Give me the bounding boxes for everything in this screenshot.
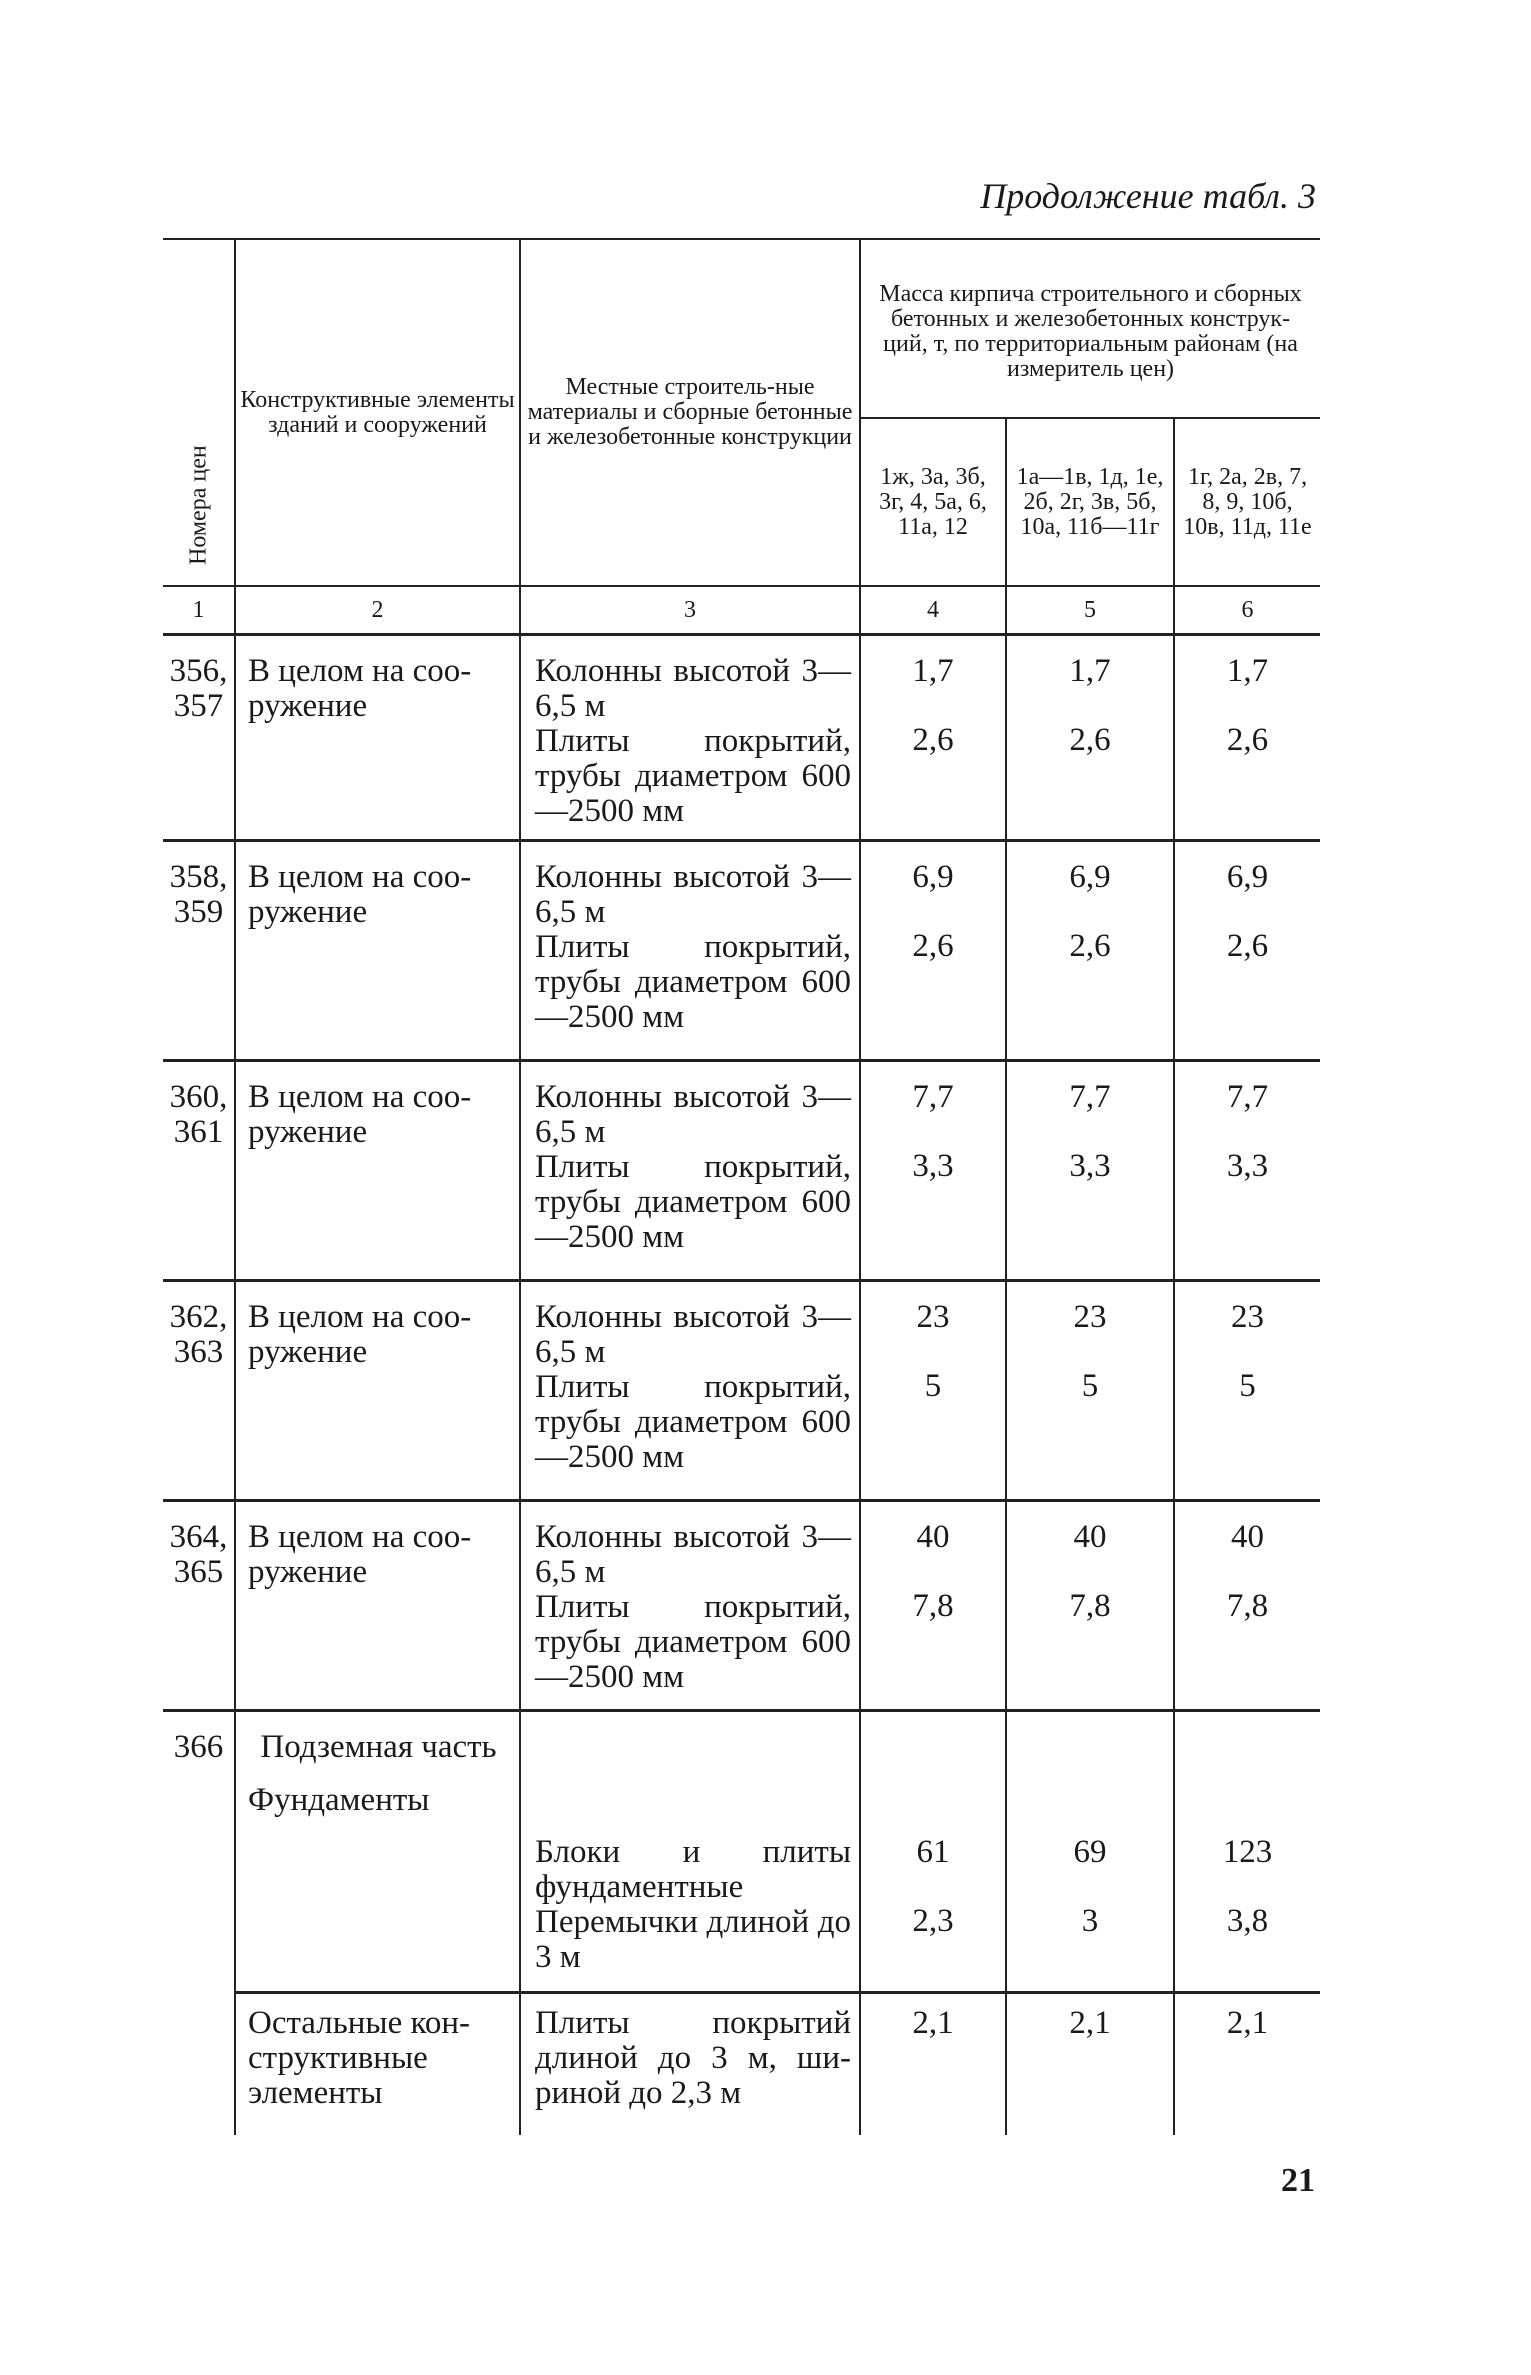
material-columns: Колонны высотой 3—6,5 м bbox=[535, 653, 851, 724]
materials bbox=[520, 1711, 860, 1993]
structural-element: В целом на соо-ружение bbox=[235, 1501, 520, 1711]
column-number-2: 2 bbox=[235, 586, 520, 635]
mass-col4: 1,7 2,6 bbox=[860, 635, 1006, 841]
table-row bbox=[163, 1061, 1320, 1281]
mass-col4: 61 2,3 bbox=[860, 1711, 1006, 1993]
structural-element-other: Остальные кон-структивные элементы bbox=[235, 1993, 520, 2135]
element-foundations: Фундаменты bbox=[248, 1782, 430, 1818]
material-slabs: Плиты покрытий, трубы диаметром 600—2500 мм bbox=[535, 1369, 851, 1475]
materials bbox=[520, 635, 860, 841]
column-number-1: 1 bbox=[163, 586, 235, 635]
price-table bbox=[163, 238, 1320, 2135]
table-row bbox=[163, 841, 1320, 1061]
price-numbers: 356, 357 bbox=[169, 653, 228, 724]
material-columns: Колонны высотой 3—6,5 м bbox=[535, 1519, 851, 1590]
column-number-6: 6 bbox=[1174, 586, 1320, 635]
materials bbox=[520, 1281, 860, 1501]
column-number-4: 4 bbox=[860, 586, 1006, 635]
header-region-col5: 1а—1в, 1д, 1е, 2б, 2г, 3в, 5б, 10а, 11б—11г bbox=[1006, 418, 1174, 586]
material-columns: Колонны высотой 3—6,5 м bbox=[535, 1299, 851, 1370]
header-mass: Масса кирпича строительного и сборных бетонных и железобетонных конструк-ций, т, по территориальным районам (на измеритель цен) bbox=[860, 239, 1320, 418]
mass-col6: 7,7 3,3 bbox=[1174, 1061, 1320, 1281]
table-row bbox=[163, 1711, 1320, 1993]
price-numbers: 366 bbox=[163, 1711, 235, 2135]
materials bbox=[520, 841, 860, 1061]
table-row bbox=[163, 635, 1320, 841]
material-lintels: Перемычки длиной до 3 м bbox=[535, 1904, 851, 1975]
page-number: 21 bbox=[1281, 2162, 1315, 2199]
column-number-3: 3 bbox=[520, 586, 860, 635]
table-row bbox=[163, 1993, 1320, 2135]
price-numbers: 364, 365 bbox=[163, 1501, 235, 1711]
mass-col6: 2,1 bbox=[1174, 1993, 1320, 2135]
materials bbox=[520, 1501, 860, 1711]
structural-element: В целом на соо-ружение bbox=[235, 841, 520, 1061]
header-price-numbers: Номера цен bbox=[163, 239, 235, 586]
material-columns: Колонны высотой 3—6,5 м bbox=[535, 1079, 851, 1150]
table-continuation-caption: Продолжение табл. 3 bbox=[980, 176, 1316, 216]
materials bbox=[520, 1061, 860, 1281]
structural-element: В целом на соо-ружение bbox=[235, 1281, 520, 1501]
section-underground: Подземная часть bbox=[260, 1729, 497, 1765]
material-slabs: Плиты покрытий, трубы диаметром 600—2500 мм bbox=[535, 1589, 851, 1695]
price-numbers: 358, 359 bbox=[163, 841, 235, 1061]
price-numbers: 362, 363 bbox=[163, 1281, 235, 1501]
header-region-col4: 1ж, 3а, 3б, 3г, 4, 5а, 6, 11а, 12 bbox=[860, 418, 1006, 586]
mass-col5: 23 5 bbox=[1006, 1281, 1174, 1501]
mass-col5: 69 3 bbox=[1006, 1711, 1174, 1993]
material-slabs: Плиты покрытий, трубы диаметром 600—2500 мм bbox=[535, 929, 851, 1035]
structural-element: В целом на соо-ружение bbox=[235, 1061, 520, 1281]
mass-col4: 7,7 3,3 bbox=[860, 1061, 1006, 1281]
mass-col4: 2,1 bbox=[860, 1993, 1006, 2135]
material-slabs: Плиты покрытий, трубы диаметром 600—2500 мм bbox=[535, 723, 851, 829]
material-slabs: Плиты покрытий, трубы диаметром 600—2500 мм bbox=[535, 1149, 851, 1255]
header-region-col6: 1г, 2а, 2в, 7, 8, 9, 10б, 10в, 11д, 11е bbox=[1174, 418, 1320, 586]
materials-other: Плиты покрытий длиной до 3 м, ши-риной до 2,3 м bbox=[520, 1993, 860, 2135]
mass-col4: 40 7,8 bbox=[860, 1501, 1006, 1711]
table-row bbox=[163, 1501, 1320, 1711]
structural-element bbox=[235, 1711, 520, 1993]
header-structural-elements: Конструктивные элементы зданий и сооружений bbox=[235, 239, 520, 586]
mass-col5: 7,7 3,3 bbox=[1006, 1061, 1174, 1281]
mass-col5: 1,7 2,6 bbox=[1006, 635, 1174, 841]
mass-col4: 6,9 2,6 bbox=[860, 841, 1006, 1061]
price-numbers: 360, 361 bbox=[163, 1061, 235, 1281]
structural-element: В целом на соо-ружение bbox=[235, 635, 520, 841]
table-row bbox=[163, 1281, 1320, 1501]
mass-col6: 123 3,8 bbox=[1174, 1711, 1320, 1993]
material-blocks: Блоки и плиты фундаментные bbox=[535, 1834, 851, 1905]
mass-col6: 6,9 2,6 bbox=[1174, 841, 1320, 1061]
mass-col6: 23 5 bbox=[1174, 1281, 1320, 1501]
material-columns: Колонны высотой 3—6,5 м bbox=[535, 859, 851, 930]
mass-col5: 2,1 bbox=[1006, 1993, 1174, 2135]
column-number-5: 5 bbox=[1006, 586, 1174, 635]
header-local-materials: Местные строитель-ные материалы и сборные бетонные и железобетонные конструкции bbox=[520, 239, 860, 586]
mass-col6: 40 7,8 bbox=[1174, 1501, 1320, 1711]
mass-col5: 6,9 2,6 bbox=[1006, 841, 1174, 1061]
mass-col5: 40 7,8 bbox=[1006, 1501, 1174, 1711]
mass-col6: 1,7 2,6 bbox=[1174, 635, 1320, 841]
mass-col4: 23 5 bbox=[860, 1281, 1006, 1501]
